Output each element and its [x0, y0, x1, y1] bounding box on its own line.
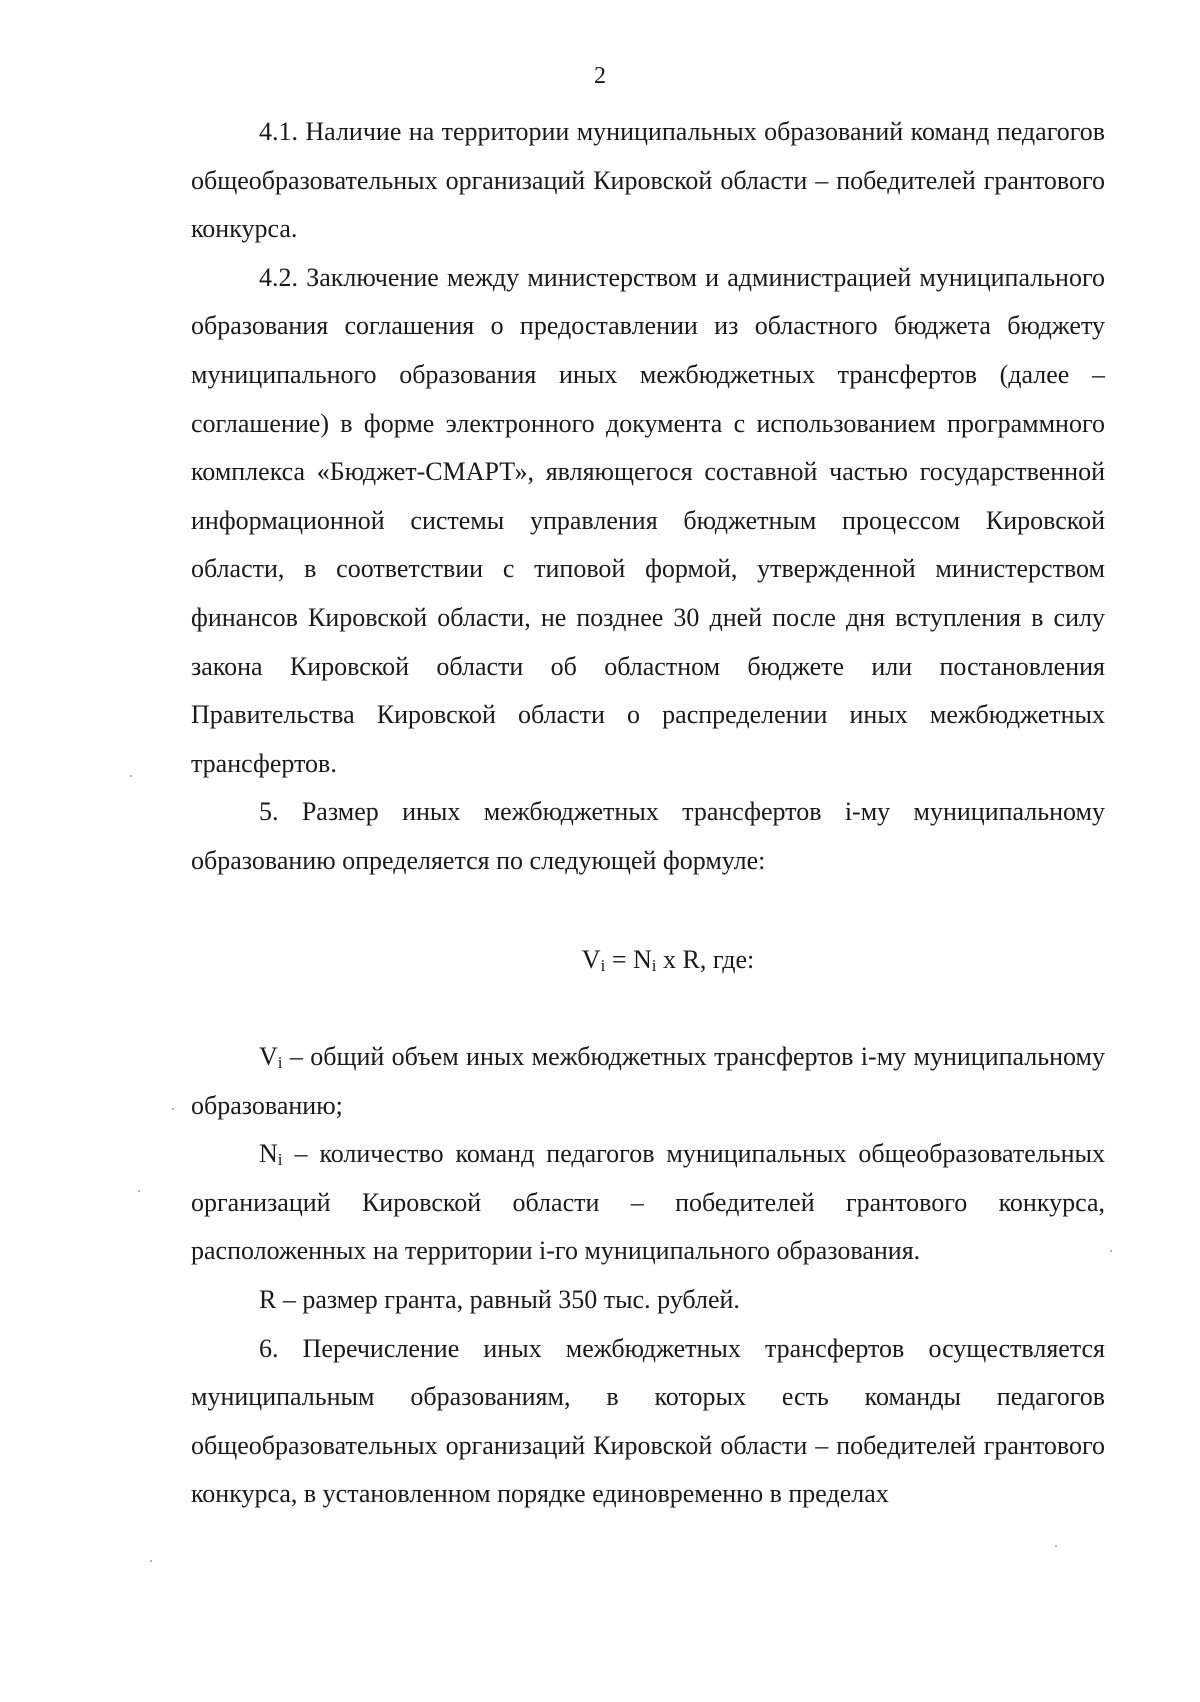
formula-rest: x R, где:	[656, 944, 755, 974]
formula-v-subscript: i	[600, 955, 606, 975]
scan-speck	[172, 1108, 174, 1110]
formula-n-subscript: i	[651, 955, 657, 975]
definition-v	[191, 1033, 1112, 1130]
scan-speck	[138, 1190, 140, 1192]
paragraph-4-1: 4.1. Наличие на территории муниципальных образований команд педагогов общеобразовательных организаций Кировской области – победителей грантового конкурса.	[191, 117, 1105, 244]
paragraph-5: 5. Размер иных межбюджетных трансфертов i-му муниципальному образованию определяется по следующей формуле:	[191, 797, 1105, 875]
scan-speck	[150, 1560, 152, 1562]
formula-equals: =	[605, 944, 633, 974]
formula	[191, 936, 1105, 985]
definition-n-text: – количество команд педагогов муниципальных общеобразовательных организаций Кировской области – победителей грантового конкурса, расположенных на территории i-го муниципального образования.	[191, 1139, 1112, 1266]
scan-speck	[130, 775, 132, 777]
scan-speck	[1055, 1545, 1057, 1547]
document-body	[191, 108, 1112, 1519]
definition-v-text: – общий объем иных межбюджетных трансфертов i-му муниципальному образованию;	[191, 1042, 1112, 1120]
definition-n	[191, 1130, 1112, 1276]
paragraph-4-2: 4.2. Заключение между министерством и администрацией муниципального образования соглашения о предоставлении из областного бюджета бюджету муниципального образования иных межбюджетных трансфертов (далее – соглашение) в форме электронного документа с использованием программного комплекса «Бюджет-СМАРТ», являющегося составной частью государственной информационной системы управления бюджетным процессом Кировской области, в соответствии с типовой формой, утвержденной министерством финансов Кировской области, не позднее 30 дней после дня вступления в силу закона Кировской области об областном бюджете или постановления Правительства Кировской области о распределении иных межбюджетных трансфертов.	[191, 262, 1105, 778]
page-number: 2	[594, 63, 606, 89]
formula-n: N	[632, 944, 652, 974]
scan-speck	[1110, 1250, 1112, 1252]
paragraph-6: 6. Перечисление иных межбюджетных трансфертов осуществляется муниципальным образованиям, в которых есть команды педагогов общеобразовательных организаций Кировской области – победителей грантового конкурса, в установленном порядке единовременно в пределах	[191, 1333, 1105, 1509]
definition-v-subscript: i	[277, 1053, 283, 1073]
definition-r: R – размер гранта, равный 350 тыс. рублей.	[259, 1285, 740, 1315]
formula-v: V	[581, 944, 601, 974]
definition-n-symbol: N	[259, 1139, 278, 1169]
definition-n-subscript: i	[277, 1150, 283, 1170]
definition-v-symbol: V	[259, 1042, 278, 1072]
